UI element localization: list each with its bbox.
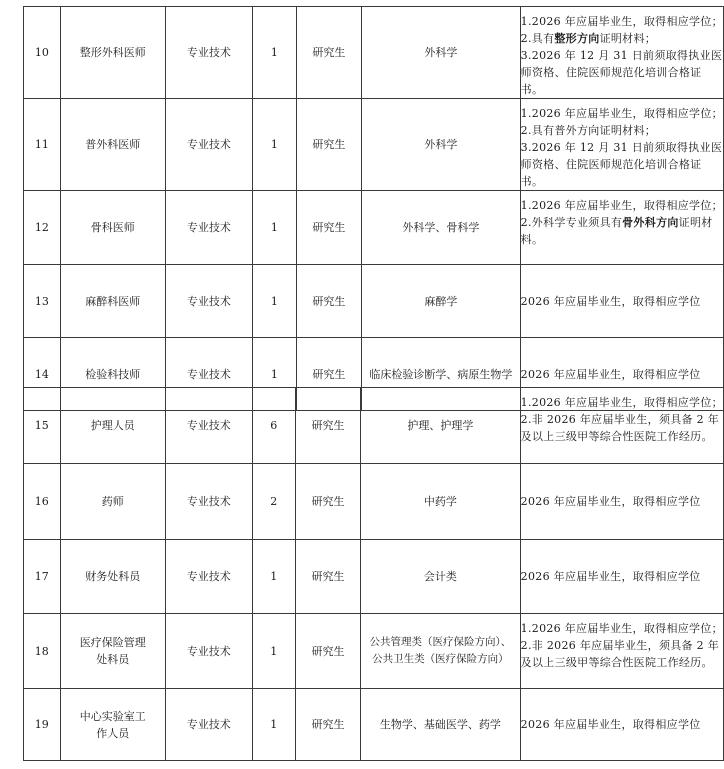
major: 会计类 xyxy=(360,540,520,614)
post-category: 专业技术 xyxy=(165,388,252,464)
req-line: 2.非 2026 年应届毕业生，须具备 2 年及以上三级甲等综合性医院工作经历。 xyxy=(520,639,720,669)
post-category: 专业技术 xyxy=(165,540,252,614)
row-number: 17 xyxy=(24,540,61,614)
req-line: 1.2026 年应届毕业生，取得相应学位； xyxy=(520,396,723,409)
requirements xyxy=(520,614,723,689)
post-category: 专业技术 xyxy=(165,338,252,411)
major: 外科学、骨科学 xyxy=(362,191,521,265)
major-line: 公共卫生类（医疗保险方向） xyxy=(372,653,509,665)
requirements: 2026 年应届毕业生，取得相应学位 xyxy=(520,540,723,614)
recruitment-table-part2 xyxy=(23,387,724,761)
hire-count: 1 xyxy=(253,338,297,411)
post-name: 护理人员 xyxy=(60,388,165,464)
table-row xyxy=(24,265,724,338)
post-name-line: 医疗保险管理 xyxy=(79,636,146,649)
post-name: 检验科技师 xyxy=(60,338,165,411)
emphasis-text: 骨外科方向 xyxy=(622,216,679,229)
post-name-line: 处科员 xyxy=(96,653,130,666)
post-category: 专业技术 xyxy=(165,689,252,761)
table-row xyxy=(24,388,724,464)
post-name: 财务处科员 xyxy=(60,540,165,614)
education: 研究生 xyxy=(296,191,361,265)
row-number: 19 xyxy=(24,689,61,761)
post-category: 专业技术 xyxy=(165,7,252,99)
req-line: 2.具有整形方向证明材料； xyxy=(520,32,657,45)
education: 研究生 xyxy=(295,614,360,689)
hire-count: 1 xyxy=(252,614,295,689)
post-category: 专业技术 xyxy=(165,265,252,338)
table-row xyxy=(24,99,724,191)
recruitment-table-part1 xyxy=(23,6,724,411)
row-number: 15 xyxy=(24,388,61,464)
row-number: 11 xyxy=(24,99,61,191)
row-number: 16 xyxy=(24,464,61,540)
hire-count: 6 xyxy=(252,388,295,464)
hire-count: 1 xyxy=(253,99,297,191)
requirements: 2026 年应届毕业生，取得相应学位 xyxy=(520,338,723,411)
post-name: 整形外科医师 xyxy=(60,7,165,99)
row-number: 13 xyxy=(24,265,61,338)
major: 麻醉学 xyxy=(362,265,521,338)
requirements xyxy=(520,388,723,464)
education: 研究生 xyxy=(295,464,360,540)
education: 研究生 xyxy=(295,540,360,614)
hire-count: 2 xyxy=(252,464,295,540)
education: 研究生 xyxy=(295,388,360,464)
post-name: 药师 xyxy=(60,464,165,540)
emphasis-text: 整形方向 xyxy=(554,32,600,45)
post-name-line: 作人员 xyxy=(96,726,130,740)
table-row xyxy=(24,614,724,689)
hire-count: 1 xyxy=(253,191,297,265)
major-line: 公共管理类（医疗保险方向）、 xyxy=(369,636,512,648)
requirements xyxy=(520,191,723,265)
post-name: 普外科医师 xyxy=(60,99,165,191)
post-name: 麻醉科医师 xyxy=(60,265,165,338)
req-line: 2.外科学专业须具有骨外科方向证明材料。 xyxy=(520,216,713,246)
table-row xyxy=(24,540,724,614)
hire-count: 1 xyxy=(252,540,295,614)
post-name xyxy=(60,689,165,761)
post-category: 专业技术 xyxy=(165,614,252,689)
post-category: 专业技术 xyxy=(165,191,252,265)
req-line: 2.具有普外方向证明材料； xyxy=(520,124,657,137)
row-number: 18 xyxy=(24,614,61,689)
table-row xyxy=(24,464,724,540)
requirements: 2026 年应届毕业生，取得相应学位 xyxy=(520,265,723,338)
req-line: 3.2026 年 12 月 31 日前须取得执业医师资格、住院医师规范化培训合格证书。 xyxy=(520,49,723,96)
requirements xyxy=(520,99,723,191)
table-row xyxy=(24,689,724,761)
requirements: 2026 年应届毕业生，取得相应学位 xyxy=(520,689,723,761)
req-line: 1.2026 年应届毕业生，取得相应学位； xyxy=(520,107,723,120)
hire-count: 1 xyxy=(253,7,297,99)
req-line: 1.2026 年应届毕业生，取得相应学位； xyxy=(520,622,723,635)
education: 研究生 xyxy=(296,338,361,411)
req-line: 1.2026 年应届毕业生，取得相应学位； xyxy=(520,199,723,212)
requirements: 2026 年应届毕业生，取得相应学位 xyxy=(520,464,723,540)
post-name xyxy=(60,614,165,689)
row-number: 10 xyxy=(24,7,61,99)
major: 外科学 xyxy=(362,99,521,191)
education: 研究生 xyxy=(296,265,361,338)
major: 护理、护理学 xyxy=(360,388,520,464)
hire-count: 1 xyxy=(252,689,295,761)
hire-count: 1 xyxy=(253,265,297,338)
row-number: 12 xyxy=(24,191,61,265)
major xyxy=(360,614,520,689)
education: 研究生 xyxy=(296,99,361,191)
requirements xyxy=(520,7,723,99)
major: 临床检验诊断学、病原生物学 xyxy=(362,338,521,411)
req-line: 1.2026 年应届毕业生，取得相应学位； xyxy=(520,15,723,28)
post-category: 专业技术 xyxy=(165,99,252,191)
post-category: 专业技术 xyxy=(165,464,252,540)
post-name-line: 中心实验室工 xyxy=(79,709,146,723)
major: 外科学 xyxy=(362,7,521,99)
req-line: 2.非 2026 年应届毕业生，须具备 2 年及以上三级甲等综合性医院工作经历。 xyxy=(520,413,720,443)
major: 中药学 xyxy=(360,464,520,540)
req-line: 3.2026 年 12 月 31 日前须取得执业医师资格、住院医师规范化培训合格证书。 xyxy=(520,141,723,188)
post-name: 骨科医师 xyxy=(60,191,165,265)
row-number: 14 xyxy=(24,338,61,411)
education: 研究生 xyxy=(296,7,361,99)
education: 研究生 xyxy=(295,689,360,761)
table-row xyxy=(24,7,724,99)
table-row xyxy=(24,191,724,265)
major: 生物学、基础医学、药学 xyxy=(360,689,520,761)
